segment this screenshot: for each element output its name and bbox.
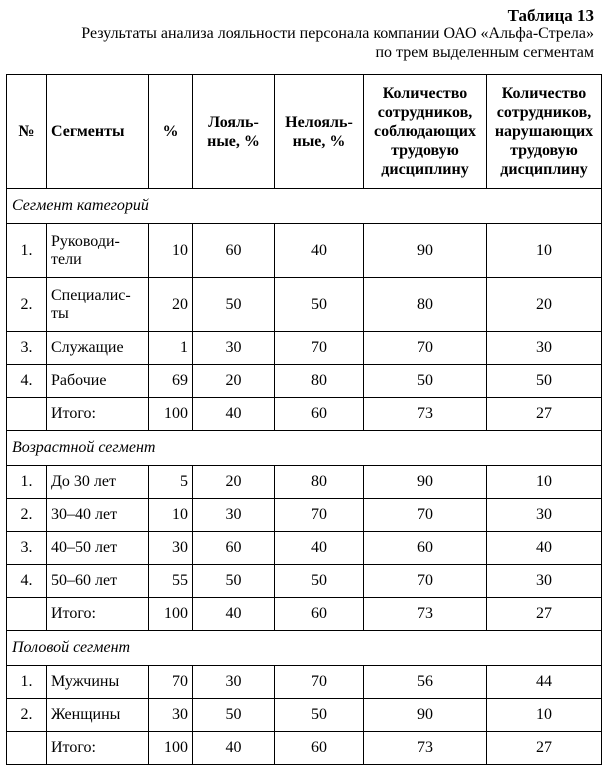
- row-disloyal: 60: [275, 732, 364, 765]
- section-title: Половой сегмент: [7, 631, 602, 666]
- row-loyal: 40: [193, 598, 275, 631]
- row-number: 1.: [7, 466, 47, 499]
- table-row: [7, 466, 602, 499]
- row-disloyal: 50: [275, 565, 364, 598]
- row-number: 4.: [7, 565, 47, 598]
- total-row: [7, 732, 602, 765]
- row-violating: 10: [487, 224, 602, 278]
- row-disloyal: 70: [275, 499, 364, 532]
- caption-line-2: по трем выделенным сегментам: [375, 44, 594, 61]
- row-segment: 30–40 лет: [47, 499, 149, 532]
- row-compliant: 73: [364, 732, 487, 765]
- row-compliant: 70: [364, 499, 487, 532]
- row-percent: 1: [149, 332, 193, 365]
- row-number: [7, 598, 47, 631]
- row-compliant: 73: [364, 398, 487, 431]
- row-segment: 50–60 лет: [47, 565, 149, 598]
- column-header-violating: Количество сотрудников, нарушающих трудовую дисциплину: [487, 75, 602, 189]
- section-title: Сегмент категорий: [7, 189, 602, 224]
- row-percent: 100: [149, 732, 193, 765]
- row-number: 4.: [7, 365, 47, 398]
- section-row: [7, 631, 602, 666]
- row-compliant: 73: [364, 598, 487, 631]
- row-violating: 10: [487, 699, 602, 732]
- row-segment: Женщины: [47, 699, 149, 732]
- row-segment: Специалис-ты: [47, 278, 149, 332]
- row-loyal: 40: [193, 732, 275, 765]
- row-percent: 70: [149, 666, 193, 699]
- table-row: [7, 699, 602, 732]
- loyalty-table: [6, 74, 602, 765]
- row-loyal: 30: [193, 666, 275, 699]
- row-violating: 20: [487, 278, 602, 332]
- row-segment: Итого:: [47, 398, 149, 431]
- row-compliant: 90: [364, 224, 487, 278]
- table-row: [7, 666, 602, 699]
- row-loyal: 50: [193, 278, 275, 332]
- row-violating: 10: [487, 466, 602, 499]
- column-header-disloyal: Нелояль-ные, %: [275, 75, 364, 189]
- row-number: 1.: [7, 224, 47, 278]
- row-number: [7, 732, 47, 765]
- row-loyal: 20: [193, 466, 275, 499]
- table-caption: [14, 24, 594, 62]
- row-disloyal: 70: [275, 666, 364, 699]
- row-segment: Итого:: [47, 732, 149, 765]
- header-row: [7, 75, 602, 189]
- row-percent: 100: [149, 598, 193, 631]
- row-violating: 27: [487, 732, 602, 765]
- column-header-compliant: Количество сотрудников, соблюдающих трудовую дисциплину: [364, 75, 487, 189]
- row-compliant: 56: [364, 666, 487, 699]
- row-violating: 50: [487, 365, 602, 398]
- total-row: [7, 398, 602, 431]
- section-row: [7, 189, 602, 224]
- row-disloyal: 60: [275, 398, 364, 431]
- row-number: 1.: [7, 666, 47, 699]
- row-loyal: 30: [193, 332, 275, 365]
- row-number: 2.: [7, 499, 47, 532]
- row-percent: 10: [149, 224, 193, 278]
- row-loyal: 50: [193, 565, 275, 598]
- row-percent: 30: [149, 532, 193, 565]
- row-compliant: 90: [364, 466, 487, 499]
- row-disloyal: 80: [275, 365, 364, 398]
- column-header-percent: %: [149, 75, 193, 189]
- row-segment: Руководи-тели: [47, 224, 149, 278]
- row-loyal: 40: [193, 398, 275, 431]
- row-loyal: 50: [193, 699, 275, 732]
- row-violating: 40: [487, 532, 602, 565]
- section-title: Возрастной сегмент: [7, 431, 602, 466]
- row-segment: Рабочие: [47, 365, 149, 398]
- row-disloyal: 40: [275, 224, 364, 278]
- row-violating: 44: [487, 666, 602, 699]
- row-disloyal: 70: [275, 332, 364, 365]
- row-number: 2.: [7, 278, 47, 332]
- table-number: Таблица 13: [507, 6, 594, 25]
- row-percent: 5: [149, 466, 193, 499]
- total-row: [7, 598, 602, 631]
- row-loyal: 20: [193, 365, 275, 398]
- row-number: 3.: [7, 532, 47, 565]
- row-percent: 20: [149, 278, 193, 332]
- row-violating: 30: [487, 332, 602, 365]
- column-header-segments: Сегменты: [47, 75, 149, 189]
- table-row: [7, 365, 602, 398]
- row-loyal: 60: [193, 532, 275, 565]
- row-disloyal: 80: [275, 466, 364, 499]
- row-segment: Служащие: [47, 332, 149, 365]
- row-number: 2.: [7, 699, 47, 732]
- row-percent: 100: [149, 398, 193, 431]
- table-row: [7, 224, 602, 278]
- row-segment: До 30 лет: [47, 466, 149, 499]
- row-disloyal: 50: [275, 699, 364, 732]
- row-compliant: 80: [364, 278, 487, 332]
- table-row: [7, 499, 602, 532]
- table-row: [7, 565, 602, 598]
- caption-line-1: Результаты анализа лояльности персонала компании ОАО «Альфа-Стрела»: [81, 25, 594, 42]
- column-header-num: №: [7, 75, 47, 189]
- table-row: [7, 332, 602, 365]
- row-disloyal: 40: [275, 532, 364, 565]
- row-percent: 55: [149, 565, 193, 598]
- row-compliant: 70: [364, 565, 487, 598]
- row-segment: Итого:: [47, 598, 149, 631]
- row-compliant: 70: [364, 332, 487, 365]
- row-compliant: 50: [364, 365, 487, 398]
- table-row: [7, 278, 602, 332]
- row-compliant: 90: [364, 699, 487, 732]
- row-violating: 30: [487, 565, 602, 598]
- row-disloyal: 60: [275, 598, 364, 631]
- row-violating: 27: [487, 598, 602, 631]
- row-disloyal: 50: [275, 278, 364, 332]
- row-percent: 69: [149, 365, 193, 398]
- row-compliant: 60: [364, 532, 487, 565]
- row-number: [7, 398, 47, 431]
- row-loyal: 60: [193, 224, 275, 278]
- row-percent: 30: [149, 699, 193, 732]
- row-segment: 40–50 лет: [47, 532, 149, 565]
- row-segment: Мужчины: [47, 666, 149, 699]
- table-row: [7, 532, 602, 565]
- row-violating: 27: [487, 398, 602, 431]
- row-loyal: 30: [193, 499, 275, 532]
- row-number: 3.: [7, 332, 47, 365]
- column-header-loyal: Лояль-ные, %: [193, 75, 275, 189]
- section-row: [7, 431, 602, 466]
- row-percent: 10: [149, 499, 193, 532]
- row-violating: 30: [487, 499, 602, 532]
